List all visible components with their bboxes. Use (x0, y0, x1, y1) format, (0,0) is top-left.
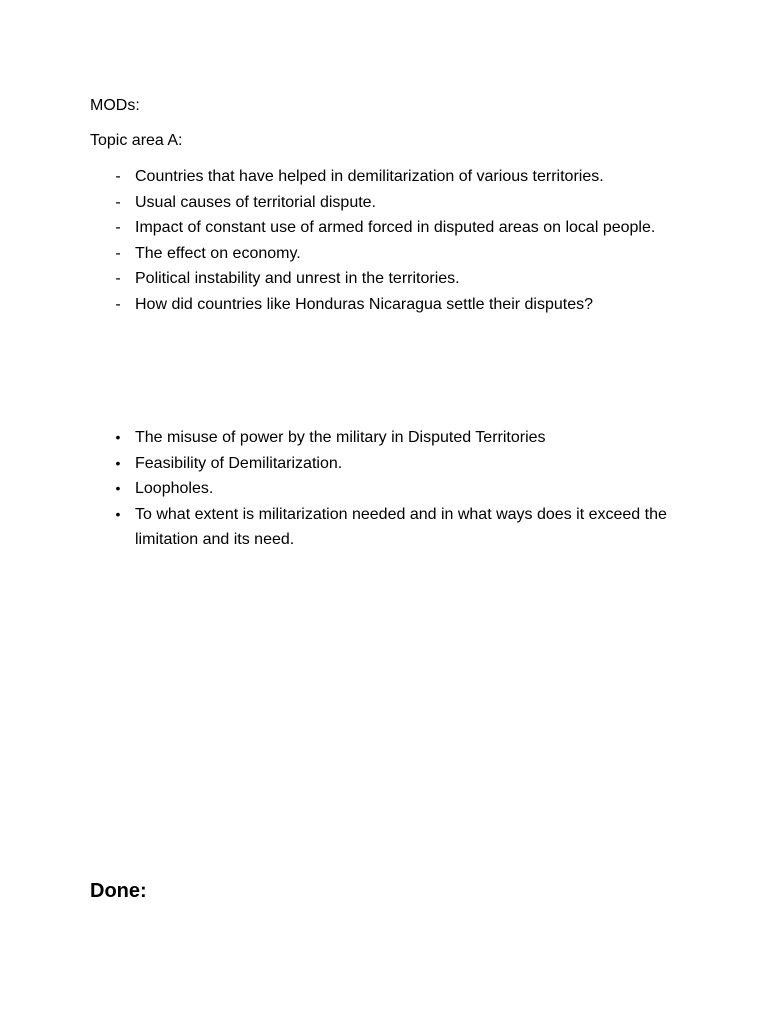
mods-label: MODs: (90, 97, 140, 114)
list-item-text: Countries that have helped in demilitarization of various territories. (135, 168, 604, 185)
bullet-marker: • (115, 505, 121, 522)
dash-marker: - (115, 244, 121, 262)
bullet-marker: • (115, 454, 121, 471)
list-item (90, 425, 690, 451)
bullet-marker: • (115, 429, 121, 445)
topic-area-label: Topic area A: (90, 132, 183, 149)
list-item (90, 292, 690, 318)
dash-marker: - (115, 295, 121, 313)
list-item-text: The misuse of power by the military in Disputed Territories (135, 429, 546, 446)
list-item-text: Usual causes of territorial dispute. (135, 193, 376, 211)
dash-marker: - (115, 219, 121, 237)
topic-bullet-list (90, 425, 690, 553)
dash-marker: - (115, 193, 121, 211)
list-item-text: Political instability and unrest in the territories. (135, 270, 460, 288)
bullet-marker: • (115, 480, 121, 497)
list-item (90, 266, 690, 292)
list-item-text: How did countries like Honduras Nicaragua settle their disputes? (135, 295, 594, 313)
list-item-text: To what extent is militarization needed and in what ways does it exceed the limitation and its need. (135, 505, 667, 549)
dash-marker: - (115, 270, 121, 288)
list-item-text: Loopholes. (135, 480, 214, 498)
list-item (90, 451, 690, 477)
list-item (90, 164, 690, 190)
list-item-text: The effect on economy. (135, 244, 301, 262)
done-heading: Done: (90, 880, 147, 902)
list-item-text: Feasibility of Demilitarization. (135, 454, 343, 472)
list-item (90, 241, 690, 267)
list-item (90, 190, 690, 216)
list-item-text: Impact of constant use of armed forced in disputed areas on local people. (135, 219, 656, 237)
topic-dash-list (90, 164, 690, 318)
list-item (90, 215, 690, 241)
list-item (90, 476, 690, 502)
dash-marker: - (115, 168, 121, 185)
list-item (90, 502, 690, 553)
